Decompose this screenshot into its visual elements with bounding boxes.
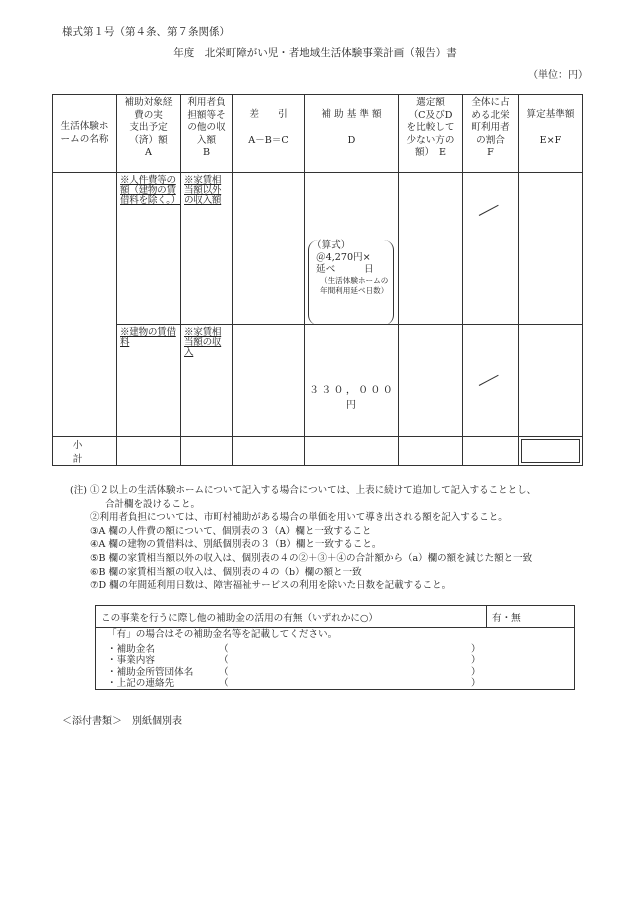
subtotal-c[interactable]: [233, 437, 305, 466]
a-note-labor: ※人件費等の額（建物の賃借料を除く。）: [117, 173, 181, 325]
d-cell-2: [305, 325, 399, 437]
c-cell-2[interactable]: [233, 325, 305, 437]
g-cell-2[interactable]: [519, 325, 583, 437]
subtotal-label: 小 計: [53, 437, 117, 466]
a-note-rent: ※建物の賃借料: [117, 325, 181, 437]
header-a: 補助対象経 費の実 支出予定 （済）額 A: [117, 95, 181, 173]
subsidy-field-contact[interactable]: ・上記の連絡先 （ ）: [107, 678, 481, 689]
f-cell-2: [463, 325, 519, 437]
header-g: 算定基準額 E×F: [519, 95, 583, 173]
note-item: ①２以上の生活体験ホームについて記入する場合については、上表に続けて追加して記入することとし、: [90, 485, 537, 496]
subtotal-g[interactable]: [519, 437, 583, 466]
header-b: 利用者負 担額等そ の他の収 入額 B: [181, 95, 233, 173]
notes-prefix: (注): [70, 485, 87, 496]
header-c: 差 引 A－B＝C: [233, 95, 305, 173]
notes-section: [70, 484, 590, 593]
e-cell-1[interactable]: [399, 173, 463, 325]
subtotal-a[interactable]: [117, 437, 181, 466]
total-box: [521, 439, 580, 463]
subsidy-answer[interactable]: 有・無: [487, 606, 575, 628]
header-e: 選定額 （C及びD を比較して 少ない方の 額） E: [399, 95, 463, 173]
home-name-cell[interactable]: [53, 173, 117, 437]
header-f: 全体に占 める北栄 町利用者 の割合 F: [463, 95, 519, 173]
unit-label: （単位：円）: [528, 70, 588, 81]
slash-mark: [479, 375, 499, 386]
slash-mark: [479, 205, 499, 216]
g-cell-1[interactable]: [519, 173, 583, 325]
note-item: ⑦D 欄の年間延利用日数は、障害福祉サービスの利用を除いた日数を記載すること。: [90, 580, 452, 592]
subsidy-field-organization[interactable]: ・補助金所管団体名 （ ）: [107, 666, 481, 678]
header-home-name: 生活体験ホ ームの名称: [53, 95, 117, 173]
note-item: ⑤B 欄の家賃相当額以外の収入は、個別表の４の②＋③＋④の合計額から（a）欄の額を減じた額と一致: [90, 552, 533, 564]
subtotal-e[interactable]: [399, 437, 463, 466]
subsidy-question: この事業を行うに際し他の補助金の活用の有無（いずれかに○）: [96, 606, 487, 628]
formula-box: （算式） ＠4,270円× 延べ 日 （生活体験ホームの年間利用延べ日数）: [308, 240, 394, 325]
subsidy-field-name[interactable]: ・補助金名 （ ）: [107, 643, 481, 655]
subtotal-b[interactable]: [181, 437, 233, 466]
d-cell-1: [305, 173, 399, 325]
standard-amount: ３３０，０００円: [308, 385, 396, 411]
subsidy-field-content[interactable]: ・事業内容 （ ）: [107, 655, 481, 666]
f-cell-1: [463, 173, 519, 325]
plan-table: [52, 94, 583, 466]
subsidy-details: [96, 628, 575, 690]
subtotal-d[interactable]: [305, 437, 399, 466]
e-cell-2[interactable]: [399, 325, 463, 437]
form-number: 様式第１号（第４条、第７条関係）: [62, 26, 230, 38]
note-item: ②利用者負担については、市町村補助がある場合の単価を用いて導き出される額を記入すること。: [90, 512, 508, 524]
note-item: ③A 欄の人件費の額について、個別表の３（A）欄と一致すること: [90, 525, 372, 537]
note-item: ④A 欄の建物の賃借料は、別紙個別表の３（B）欄と一致すること。: [90, 539, 382, 551]
document-title: 年度 北栄町障がい児・者地域生活体験事業計画（報告）書: [173, 47, 457, 59]
b-note-other-income: ※家賃相当額以外の収入額: [181, 173, 233, 325]
c-cell-1[interactable]: [233, 173, 305, 325]
subtotal-row: [53, 437, 583, 466]
b-note-rent-income: ※家賃相当額の収入: [181, 325, 233, 437]
header-d: 補 助 基 準 額 D: [305, 95, 399, 173]
attachments-label: ＜添付書類＞ 別紙個別表: [62, 716, 182, 727]
subtotal-f[interactable]: [463, 437, 519, 466]
subsidy-instruction: 「有」の場合はその補助金名等を記載してください。: [107, 629, 338, 640]
table-row: [53, 325, 583, 437]
header-row: [53, 95, 583, 173]
other-subsidy-box: [95, 605, 575, 690]
note-item: 合計欄を設けること。: [105, 498, 201, 510]
table-row: [53, 173, 583, 325]
note-item: ⑥B 欄の家賃相当額の収入は、個別表の４の（b）欄の額と一致: [90, 566, 362, 578]
